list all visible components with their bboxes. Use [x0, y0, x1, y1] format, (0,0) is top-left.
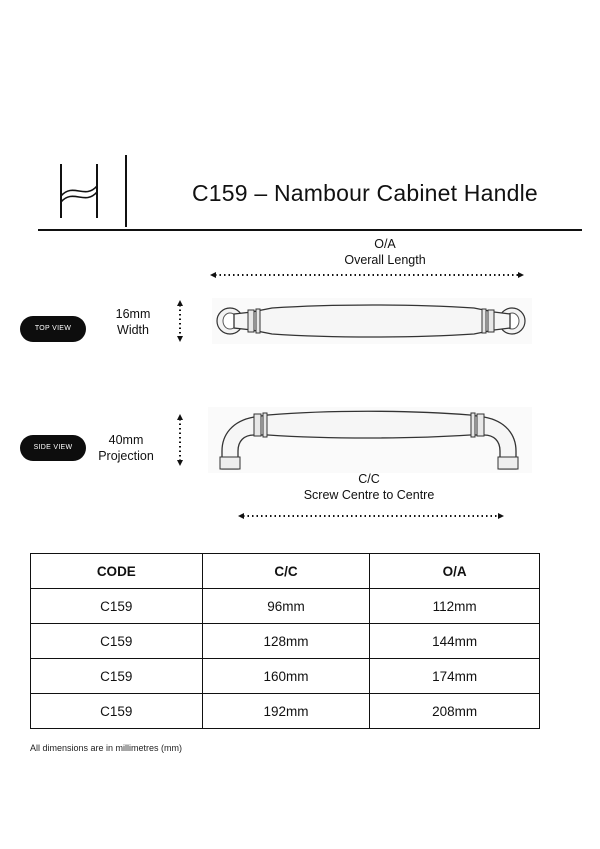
overall-length-text: Overall Length — [344, 253, 426, 267]
cc-column-header: C/C — [202, 554, 370, 589]
overall-length-label — [300, 236, 470, 268]
projection-arrow — [175, 414, 185, 466]
oa-cell: 208mm — [370, 694, 540, 729]
code-cell: C159 — [31, 659, 203, 694]
projection-value: 40mm — [108, 433, 144, 447]
code-cell: C159 — [31, 589, 203, 624]
cc-cell: 96mm — [202, 589, 370, 624]
oa-cell: 144mm — [370, 624, 540, 659]
width-value: 16mm — [115, 307, 151, 321]
width-arrow — [175, 300, 185, 342]
code-column-header: CODE — [31, 554, 203, 589]
h-monogram-logo — [55, 160, 105, 222]
table-row — [31, 624, 540, 659]
centres-text: Screw Centre to Centre — [303, 488, 435, 502]
top-view-badge: TOP VIEW — [20, 316, 86, 342]
code-cell: C159 — [31, 624, 203, 659]
dimensions-table — [30, 553, 540, 729]
centres-label — [284, 471, 454, 503]
width-label — [98, 306, 168, 338]
header-rule — [38, 229, 582, 231]
projection-text: Projection — [98, 449, 154, 463]
handle-side-view-drawing — [208, 407, 532, 473]
cc-cell: 128mm — [202, 624, 370, 659]
projection-label — [88, 432, 164, 464]
overall-length-code: O/A — [374, 237, 396, 251]
table-row — [31, 694, 540, 729]
centres-arrow — [238, 511, 504, 521]
code-cell: C159 — [31, 694, 203, 729]
units-footnote: All dimensions are in millimetres (mm) — [30, 743, 183, 753]
handle-top-view-drawing — [212, 298, 532, 344]
oa-cell: 174mm — [370, 659, 540, 694]
table-header-row — [31, 554, 540, 589]
centres-code: C/C — [358, 472, 380, 486]
oa-column-header: O/A — [370, 554, 540, 589]
table-row — [31, 659, 540, 694]
width-text: Width — [117, 323, 149, 337]
cc-cell: 192mm — [202, 694, 370, 729]
side-view-badge: SIDE VIEW — [20, 435, 86, 461]
overall-length-arrow — [210, 270, 524, 280]
logo-divider — [125, 155, 127, 227]
oa-cell: 112mm — [370, 589, 540, 624]
page-title: C159 – Nambour Cabinet Handle — [192, 180, 538, 206]
cc-cell: 160mm — [202, 659, 370, 694]
table-row — [31, 589, 540, 624]
